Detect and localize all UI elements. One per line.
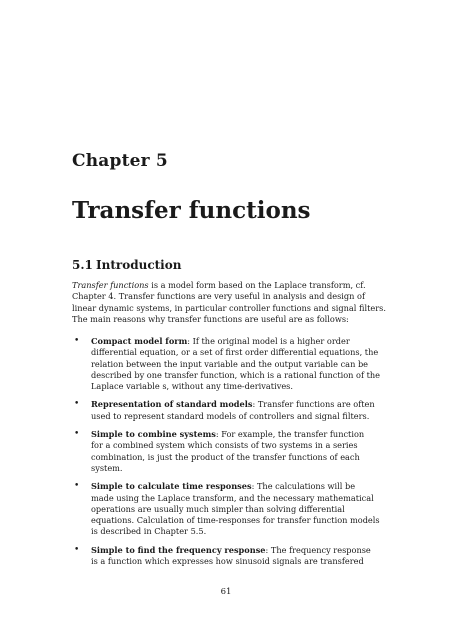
bullet-icon: • (74, 336, 80, 346)
chapter-title: Transfer functions (72, 197, 311, 224)
intro-line: The main reasons why transfer functions are useful are as follows: (72, 313, 349, 324)
bullet-icon: • (74, 399, 80, 410)
intro-lead-rest: is a model form based on the Laplace transform, cf. (148, 280, 366, 290)
intro-line: linear dynamic systems, in particular controller functions and signal filters. (72, 302, 386, 313)
list-item-text: : For example, the transfer function (215, 429, 365, 440)
list-item-line (91, 481, 392, 492)
list-item-line (91, 545, 392, 556)
list-item (72, 481, 392, 537)
list-item-line: system. (91, 462, 123, 473)
section-number: 5.1 (72, 258, 93, 272)
list-item-term: Compact model form (91, 336, 188, 346)
intro-line (72, 280, 392, 291)
list-item-line: differential equation, or a set of first order differential equations, the (91, 347, 379, 358)
list-item-line: is described in Chapter 5.5. (91, 526, 207, 537)
reasons-list (72, 336, 392, 574)
list-item (72, 545, 392, 568)
list-item-text: : If the original model is a higher order (187, 336, 350, 346)
bullet-icon: • (74, 481, 80, 492)
list-item-line (91, 399, 392, 410)
list-item-text: : The frequency response (265, 544, 371, 555)
intro-line: Chapter 4. Transfer functions are very useful in analysis and design of (72, 291, 366, 302)
list-item-term: Simple to find the frequency response (91, 544, 266, 555)
section-heading (72, 258, 181, 272)
list-item-line: equations. Calculation of time-responses for transfer function models (91, 515, 380, 526)
section-title: Introduction (96, 258, 182, 272)
list-item-line: for a combined system which consists of two systems in a series (91, 440, 358, 451)
list-item (72, 399, 392, 422)
list-item-term: Representation of standard models (91, 399, 253, 410)
list-item-text: : Transfer functions are often (252, 399, 375, 410)
list-item-text: : The calculations will be (251, 481, 356, 492)
page-number: 61 (220, 587, 232, 597)
chapter-label: Chapter 5 (72, 151, 168, 171)
list-item-line: made using the Laplace transform, and the necessary mathematical (91, 492, 374, 503)
list-item-term: Simple to combine systems (91, 429, 216, 440)
list-item-line: combination, is just the product of the transfer functions of each (91, 451, 360, 462)
intro-paragraph (72, 280, 392, 325)
list-item-line: is a function which expresses how sinusoid signals are transfered (91, 556, 364, 567)
list-item-line: used to represent standard models of controllers and signal filters. (91, 410, 370, 421)
list-item (72, 429, 392, 474)
list-item-line (91, 429, 392, 440)
bullet-icon: • (74, 544, 80, 555)
list-item-line: operations are usually much simpler than solving differential (91, 503, 345, 514)
list-item (72, 336, 392, 392)
list-item-line: Laplace variable s, without any time-derivatives. (91, 381, 293, 392)
intro-emphasis: Transfer functions (72, 280, 149, 290)
list-item-line: relation between the input variable and the output variable can be (91, 358, 369, 369)
list-item-term: Simple to calculate time responses (91, 481, 252, 492)
list-item-line (91, 336, 392, 347)
list-item-line: described by one transfer function, which is a rational function of the (91, 369, 381, 380)
bullet-icon: • (74, 429, 80, 440)
